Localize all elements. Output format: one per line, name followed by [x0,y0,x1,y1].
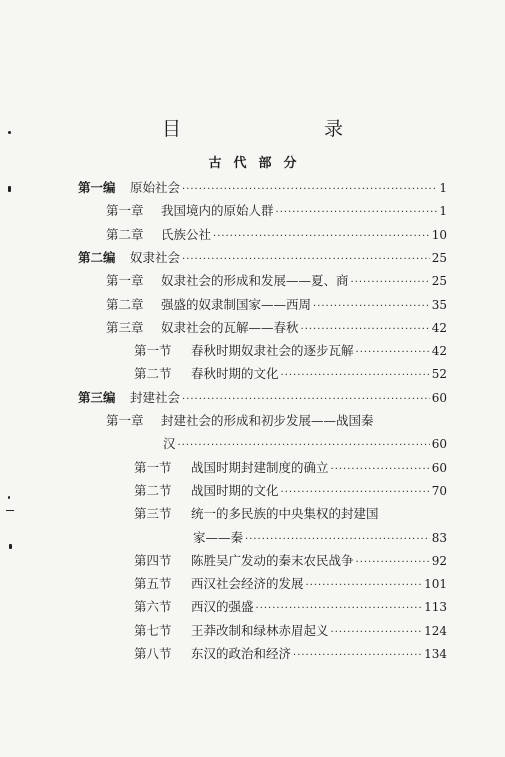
dot-leader [256,603,423,614]
entry-page-number: 83 [431,530,447,545]
entry-label: 第三编 [78,389,116,405]
entry-title: 奴隶社会 [130,249,181,265]
entry-page-number: 124 [424,623,447,638]
scan-speck [6,510,14,511]
entry-label: 第一章 [106,413,144,428]
entry-label: 第四节 [134,552,172,568]
dot-leader [356,557,430,568]
entry-title: 统一的多民族的中央集权的封建国 [191,506,379,522]
entry-title: 奴隶社会的瓦解——春秋 [161,319,299,335]
dot-leader [182,394,430,405]
dot-leader [281,487,430,498]
entry-label: 第一节 [134,343,172,359]
toc-entry [163,434,447,454]
entry-title: 汉 [163,436,176,452]
dot-leader [281,370,430,381]
entry-page-number: 92 [431,553,447,568]
dot-leader [301,324,430,335]
toc-entry [134,621,447,641]
dot-leader [351,277,430,288]
entry-title: 王莽改制和绿林赤眉起义 [191,622,329,638]
entry-page-number: 60 [431,390,447,405]
entry-page-number: 25 [431,274,447,289]
entry-page-number: 101 [424,577,447,592]
dot-leader [182,254,430,265]
entry-page-number: 42 [431,320,447,335]
dot-leader [213,231,430,242]
entry-title: 战国时期的文化 [191,482,279,498]
entry-page-number: 134 [424,647,447,661]
scan-speck [8,131,11,134]
entry-title: 春秋时期的文化 [191,366,279,382]
page-title: 目 录 [161,118,405,140]
entry-label: 第五节 [134,576,172,592]
entry-label: 第二编 [78,249,116,265]
toc-entry [106,201,447,221]
toc-entry [134,574,447,594]
dot-leader [306,580,423,591]
entry-title: 西汉社会经济的发展 [191,576,304,592]
entry-title: 封建社会 [130,389,181,405]
entry-title: 我国境内的原始人群 [161,203,274,219]
dot-leader [293,650,422,661]
dot-leader [356,347,430,358]
dot-leader [313,301,430,312]
entry-page-number: 113 [424,600,447,615]
entry-title: 春秋时期奴隶社会的逐步瓦解 [191,343,354,359]
entry-page-number: 70 [431,483,447,498]
section-heading: 古代部分 [208,156,309,171]
entry-title: 氏族公社 [161,226,212,242]
toc-entry [106,411,447,431]
entry-title: 西汉的强盛 [191,599,254,615]
entry-label: 第七节 [134,622,172,638]
entry-title: 陈胜吴广发动的秦末农民战争 [191,552,354,568]
toc-entry [78,178,447,198]
entry-title: 原始社会 [130,180,181,195]
dot-leader [178,440,430,451]
scan-speck [8,186,11,192]
entry-label: 第三章 [106,319,144,335]
entry-page-number: 10 [431,227,447,242]
toc-entry [78,248,447,268]
entry-title: 强盛的奴隶制国家——西周 [161,296,312,312]
entry-page-number: 25 [431,250,447,265]
toc-entry [134,341,447,361]
entry-title: 战国时期封建制度的确立 [191,459,329,475]
entry-label: 第二节 [134,482,172,498]
toc-entry [106,225,447,245]
toc-entry [134,481,447,501]
toc-entry [106,271,447,291]
scan-speck [8,496,10,499]
dot-leader [245,534,430,545]
dot-leader [331,464,430,475]
entry-label: 第六节 [134,599,172,615]
entry-label: 第一章 [106,203,144,219]
entry-page-number: 42 [431,344,447,359]
entry-label: 第二章 [106,296,144,312]
entry-page-number: 60 [431,437,447,452]
toc-entry [134,644,447,664]
toc-entry [134,364,447,384]
entry-label: 第三节 [134,506,172,522]
dot-leader [182,184,437,195]
entry-page-number: 1 [439,181,447,195]
toc-entry [134,504,447,524]
toc-entry [134,458,447,478]
entry-title: 东汉的政治和经济 [191,646,292,661]
scan-speck [9,544,12,549]
toc-entry [106,318,447,338]
dot-leader [276,207,438,218]
entry-label: 第八节 [134,646,172,661]
entry-label: 第一节 [134,459,172,475]
toc-entry [134,551,447,571]
entry-page-number: 35 [431,297,447,312]
entry-title: 家——秦 [193,529,244,545]
entry-label: 第一章 [106,273,144,289]
toc-entry [193,528,447,548]
dot-leader [331,627,423,638]
toc-entry [134,597,447,617]
entry-page-number: 1 [439,204,447,219]
entry-label: 第一编 [78,180,116,195]
toc-entry [78,388,447,408]
entry-title: 奴隶社会的形成和发展——夏、商 [161,273,349,289]
entry-page-number: 52 [431,367,447,382]
entry-title: 封建社会的形成和初步发展——战国秦 [161,413,374,428]
entry-label: 第二节 [134,366,172,382]
entry-label: 第二章 [106,226,144,242]
entry-page-number: 60 [431,460,447,475]
toc-entry [106,295,447,315]
